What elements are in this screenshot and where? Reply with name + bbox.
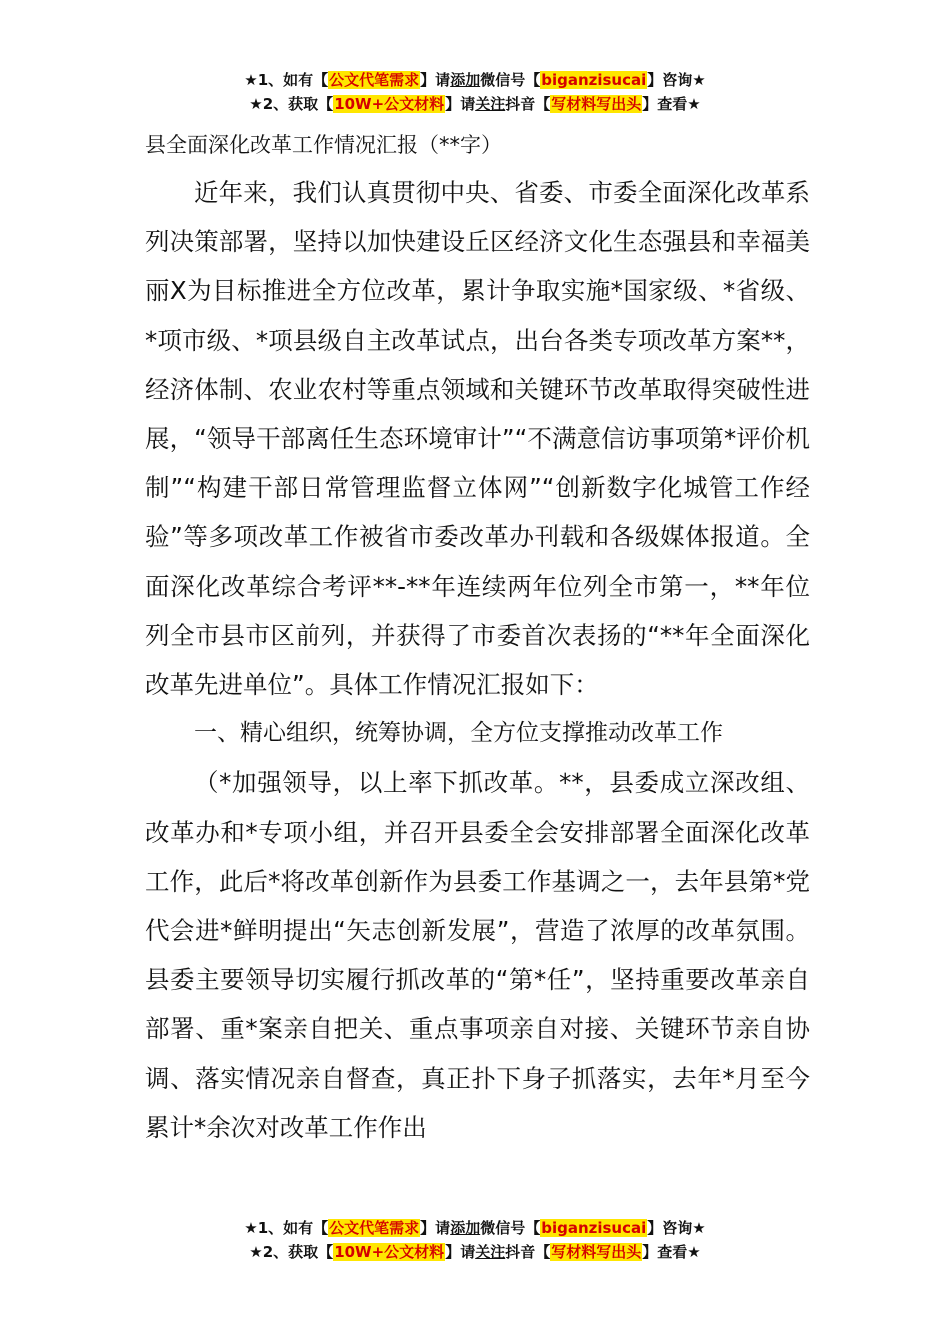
highlight-text: 写材料写出头 xyxy=(551,95,642,113)
promo-banner-top xyxy=(0,68,950,116)
promo-line-2: ★2、获取【10W+公文材料】请关注抖音【写材料写出头】查看★ xyxy=(249,95,701,113)
highlight-text: 公文代笔需求 xyxy=(329,71,420,89)
document-body xyxy=(145,128,810,1152)
promo-line-1: ★1、如有【公文代笔需求】请添加微信号【biganzisucai】咨询★ xyxy=(244,1219,706,1237)
section-heading-1: 一、精心组织，统筹协调，全方位支撑推动改革工作 xyxy=(194,720,723,747)
document-title: 县全面深化改革工作情况汇报（**字） xyxy=(145,133,502,157)
paragraph-leadership: （*加强领导，以上率下抓改革。**，县委成立深改组、改革办和*专项小组，并召开县委全会安排部署全面深化改革工作，此后*将改革创新作为县委工作基调之一，去年县第*党代会进*鲜明提出“矢志创新发展”，营造了浓厚的改革氛围。县委主要领导切实履行抓改革的“第*任”，坚持重要改革亲自部署、重*案亲自把关、重点事项亲自对接、关键环节亲自协调、落实情况亲自督查，真正扑下身子抓落实，去年*月至今累计*余次对改革工作作出 xyxy=(145,768,810,1142)
highlight-text: biganzisucai xyxy=(541,1219,647,1237)
promo-banner-bottom xyxy=(0,1216,950,1264)
highlight-text: biganzisucai xyxy=(541,71,647,89)
highlight-text: 公文代笔需求 xyxy=(329,1219,420,1237)
paragraph-intro: 近年来，我们认真贯彻中央、省委、市委全面深化改革系列决策部署，坚持以加快建设丘区经济文化生态强县和幸福美丽X为目标推进全方位改革，累计争取实施*国家级、*省级、*项市级、*项县级自主改革试点，出台各类专项改革方案**，经济体制、农业农村等重点领域和关键环节改革取得突破性进展，“领导干部离任生态环境审计”“不满意信访事项第*评价机制”“构建干部日常管理监督立体网”“创新数字化城管工作经验”等多项改革工作被省市委改革办刊载和各级媒体报道。全面深化改革综合考评**-**年连续两年位列全市第一，**年位列全市县市区前列，并获得了市委首次表扬的“**年全面深化改革先进单位”。具体工作情况汇报如下： xyxy=(145,178,811,700)
highlight-text: 10W+公文材料 xyxy=(334,95,445,113)
promo-line-1: ★1、如有【公文代笔需求】请添加微信号【biganzisucai】咨询★ xyxy=(244,71,706,89)
highlight-text: 10W+公文材料 xyxy=(334,1243,445,1261)
promo-line-2: ★2、获取【10W+公文材料】请关注抖音【写材料写出头】查看★ xyxy=(249,1243,701,1261)
highlight-text: 写材料写出头 xyxy=(551,1243,642,1261)
